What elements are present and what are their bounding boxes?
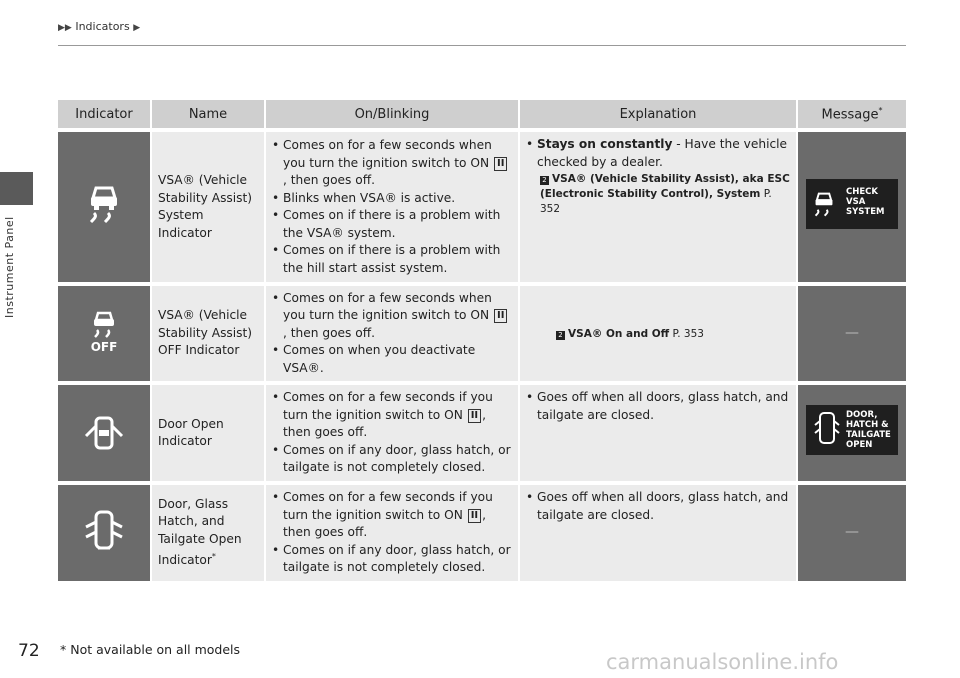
explanation-cell [518, 485, 796, 581]
on-blinking-cell [264, 132, 518, 282]
header-message-label: Message [821, 107, 879, 123]
breadcrumb-label[interactable]: Indicators [75, 20, 130, 33]
on-blinking-cell [264, 286, 518, 381]
on-blinking-cell [264, 385, 518, 481]
breadcrumb-arrows-icon: ▶▶ [58, 23, 72, 33]
table-row [58, 385, 906, 481]
table-row [58, 132, 906, 282]
list-item [272, 389, 512, 442]
list-item [272, 290, 512, 343]
emphasis: Stays on constantly [537, 137, 673, 151]
breadcrumb [58, 20, 140, 33]
page-number: 72 [18, 641, 40, 661]
indicator-name-text: Door, Glass Hatch, and Tailgate Open Indicator [158, 496, 242, 568]
message-text: DOOR, HATCH & TAILGATE OPEN [846, 410, 891, 451]
breadcrumb-end-arrow-icon: ▶ [133, 23, 141, 33]
ignition-key-icon: II [468, 409, 481, 423]
list-item: • Comes on if there is a problem with the hill start assist system. [272, 242, 512, 277]
text: Comes on for a few seconds when you turn the ignition switch to ON [283, 290, 493, 323]
list-item [526, 136, 790, 171]
indicator-name: Door Open Indicator [150, 385, 264, 481]
indicators-table [58, 96, 906, 585]
header-indicator: Indicator [58, 100, 150, 128]
message-cell [796, 132, 906, 282]
text: , then goes off. [283, 173, 375, 187]
header-on-blinking: On/Blinking [264, 100, 518, 128]
vsa-off-icon [87, 309, 121, 353]
message-display [806, 405, 898, 455]
list-item: • Comes on if any door, glass hatch, or tailgate is not completely closed. [272, 542, 512, 577]
text: Comes on for a few seconds if you turn the ignition switch to ON [283, 390, 493, 422]
reference-page: P. 352 [540, 188, 772, 215]
cross-reference-link[interactable] [526, 172, 790, 217]
footnote: * Not available on all models [60, 642, 241, 657]
ignition-key-icon: II [494, 309, 507, 323]
vsa-skid-icon [812, 191, 836, 217]
text: , then goes off. [283, 507, 487, 540]
list-item: • Comes on if there is a problem with the VSA® system. [272, 207, 512, 242]
list-item: • Comes on when you deactivate VSA®. [272, 342, 512, 377]
vsa-off-icon-label: OFF [90, 339, 118, 353]
indicator-cell [58, 286, 150, 381]
indicator-name [150, 485, 264, 581]
car-doors-open-icon [82, 508, 126, 552]
indicator-cell [58, 132, 150, 282]
header-explanation: Explanation [518, 100, 796, 128]
ignition-key-icon: II [494, 157, 507, 171]
explanation-cell [518, 132, 796, 282]
text: Comes on for a few seconds if you turn the ignition switch to ON [283, 490, 493, 522]
watermark: carmanualsonline.info [606, 650, 839, 674]
chapter-tab-marker [0, 172, 33, 205]
header-name: Name [150, 100, 264, 128]
table-row [58, 286, 906, 381]
chapter-label: Instrument Panel [3, 216, 16, 318]
explanation-cell [518, 286, 796, 381]
reference-page: P. 353 [669, 327, 704, 340]
footnote-mark: * [878, 105, 883, 115]
text: , then goes off. [283, 407, 487, 440]
message-display [806, 179, 898, 229]
message-cell [796, 385, 906, 481]
table-row [58, 485, 906, 581]
door-open-icon [84, 410, 124, 450]
message-text: CHECK VSA SYSTEM [846, 187, 885, 218]
list-item: • Goes off when all doors, glass hatch, and tailgate are closed. [526, 489, 790, 524]
message-cell [796, 485, 906, 581]
list-item: • Comes on if any door, glass hatch, or tailgate is not completely closed. [272, 442, 512, 477]
ignition-key-icon: II [468, 509, 481, 523]
indicator-cell [58, 485, 150, 581]
footnote-mark: * [211, 552, 216, 562]
car-doors-icon [814, 411, 840, 445]
reference-arrow-icon: 2 [540, 176, 549, 185]
indicator-name: VSA® (Vehicle Stability Assist) System Indicator [150, 132, 264, 282]
message-cell [796, 286, 906, 381]
reference-arrow-icon: 2 [556, 331, 565, 340]
reference-title: VSA® On and Off [568, 327, 670, 340]
list-item [272, 137, 512, 190]
no-message-dash: — [845, 324, 859, 341]
list-item: • Blinks when VSA® is active. [272, 190, 512, 208]
cross-reference-link[interactable] [526, 327, 790, 342]
text: Comes on for a few seconds when you turn the ignition switch to ON [283, 138, 493, 170]
text: , then goes off. [283, 325, 375, 340]
text: - Have the vehicle checked by a dealer. [537, 137, 788, 169]
explanation-cell [518, 385, 796, 481]
reference-title: VSA® (Vehicle Stability Assist), aka ESC (Electronic Stability Control), System [540, 173, 790, 200]
vsa-skid-icon [87, 184, 121, 224]
indicator-name: VSA® (Vehicle Stability Assist) OFF Indicator [150, 286, 264, 381]
header-divider [58, 45, 906, 46]
on-blinking-cell [264, 485, 518, 581]
no-message-dash: — [845, 524, 859, 541]
list-item: • Goes off when all doors, glass hatch, and tailgate are closed. [526, 389, 790, 424]
list-item [272, 489, 512, 542]
header-message [796, 100, 906, 128]
indicator-cell [58, 385, 150, 481]
table-header-row [58, 100, 906, 128]
